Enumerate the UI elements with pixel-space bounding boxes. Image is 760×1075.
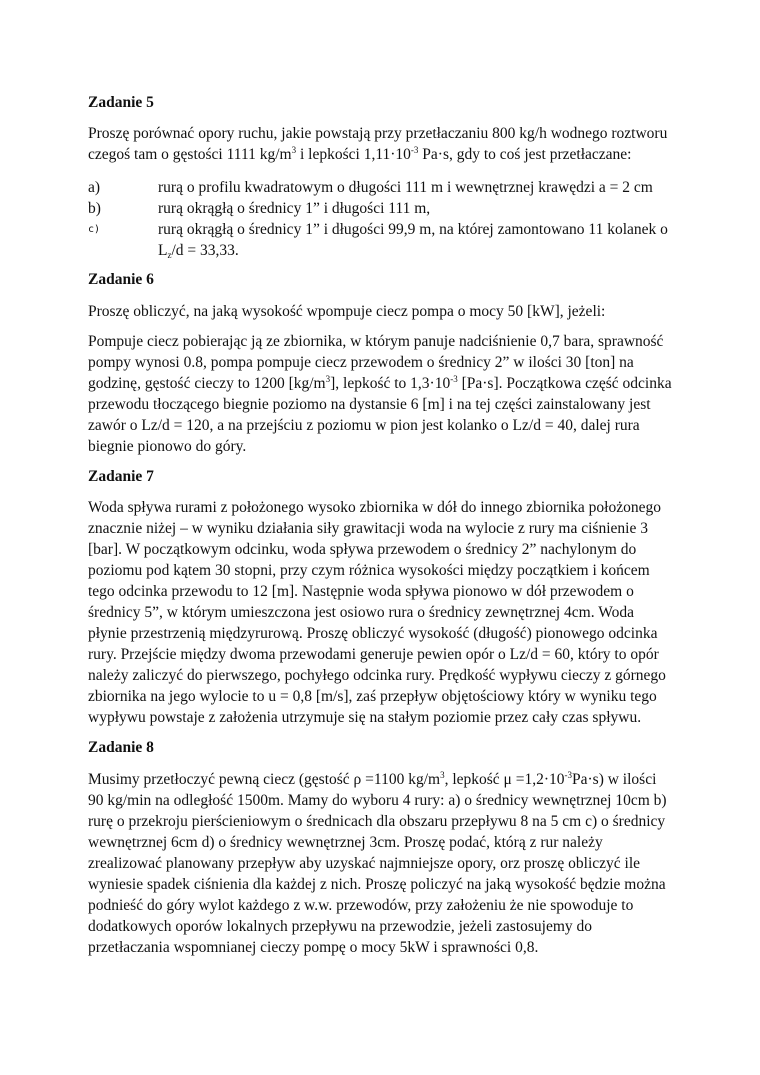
text-run: /d = 33,33. — [171, 242, 239, 259]
text-run: Pompuje ciecz pobierając ją ze zbiornika, w którym panuje nadciśnienie 0,7 bara, sprawność pompy wynosi 0.8, pompa pompuje ciecz przewodem o średnicy 2” w ilości 30 [ton] na godzinę, gęstość cieczy to 1200 [kg/m — [88, 333, 664, 392]
text-run: Proszę porównać opory ruchu, jakie powstają przy przetłaczaniu 800 kg/h wodnego roztworu czegoś tam o gęstości 1111 kg/m — [88, 125, 668, 163]
task-6-paragraph-1: Proszę obliczyć, na jaką wysokość wpompuje ciecz pompa o mocy 50 [kW], jeżeli: — [88, 303, 606, 320]
list-item-text — [158, 219, 673, 261]
text-run: Pa·s) w ilości 90 kg/min na odległość 1500m. Mamy do wyboru 4 rury: a) o średnicy wewnętrznej 10cm b) rurę o przekroju pierścieniowym o średnicach dla obszaru przepływu 8 na 5 cm c) o średnicy wewnętrznej 6cm d) o średnicy wewnętrznej 3cm. Proszę podać, którą z rur należy zrealizować planowany przepływ aby uzyskać najmniejsze opory, orz proszę obliczyć ile wyniesie spadek ciśnienia dla każdej z nich. Proszę policzyć na jaką wysokość będzie można podnieść do góry wylot każdego z w.w. przewodów, przy założeniu że nie spowoduje to dodatkowych oporów lokalnych przepływu na przewodzie, jeżeli zastosujemy do przetłaczania wspomnianej cieczy pompę o mocy 5kW i sprawności 0,8. — [88, 771, 667, 956]
task-7-paragraph: Woda spływa rurami z położonego wysoko zbiornika w dół do innego zbiornika położonego znacznie niżej – w wyniku działania siły grawitacji woda na wylocie z rury ma ciśnienie 3 [bar]. W początkowym odcinku, woda spływa przewodem o średnicy 2” nachylonym do poziomu pod kątem 30 stopni, przy czym różnica wysokości między początkiem i końcem tego odcinka przewodu to 12 [m]. Następnie woda spływa pionowo w dół przewodem o średnicy 5”, w którym umieszczona jest osiowo rura o średnicy zewnętrznej 4cm. Woda płynie przestrzenią międzyrurową. Proszę obliczyć wysokość (długość) pionowego odcinka rury. Przejście między dwoma przewodami generuje pewien opór o Lz/d = 60, który to opór należy zaliczyć do pierwszego, pochyłego odcinka rury. Prędkość wypływu cieczy z górnego zbiornika na jego wylocie to u = 0,8 [m/s], zaś przepływ objętościowy który w wyniku tego wypływu powstaje z założenia utrzymuje się na stałym poziomie przez cały czas spływu. — [88, 499, 666, 726]
text-run: rurą okrągłą o średnicy 1” i długości 99,9 m, na której zamontowano 11 kolanek o L — [158, 221, 668, 259]
list-marker: a) — [88, 179, 101, 196]
text-run: , lepkość μ =1,2·10 — [444, 771, 565, 788]
document-page — [88, 80, 673, 958]
superscript: 3 — [325, 374, 331, 384]
task-6-paragraph-2 — [88, 331, 673, 457]
text-run: [Pa·s]. Początkowa część odcinka przewodu tłoczącego biegnie poziomo na dystansie 6 [m] i na tej części zainstalowany jest zawór o Lz/d = 120, a na przejściu z poziomu w pion jest kolanko o Lz/d = 40, dalej rura biegnie pionowo do góry. — [88, 375, 672, 455]
task-8-paragraph — [88, 769, 673, 958]
task-7-heading: Zadanie 7 — [88, 468, 154, 485]
task-8-heading: Zadanie 8 — [88, 739, 154, 756]
list-item-text: rurą o profilu kwadratowym o długości 111 m i wewnętrznej krawędzi a = 2 cm — [158, 179, 653, 196]
list-item-text: rurą okrągłą o średnicy 1” i długości 111 m, — [158, 200, 431, 217]
list-marker: b) — [88, 200, 101, 217]
superscript: -3 — [410, 145, 419, 155]
subscript: z — [167, 250, 172, 260]
task-6-heading: Zadanie 6 — [88, 271, 154, 288]
list-item — [88, 219, 673, 261]
text-run: i lepkości 1,11·10 — [296, 146, 411, 163]
list-item — [88, 177, 673, 198]
superscript: -3 — [564, 770, 572, 780]
text-run: ], lepkość to 1,3·10 — [330, 375, 451, 392]
task-5-heading: Zadanie 5 — [88, 94, 154, 111]
list-item — [88, 198, 673, 219]
task-5-paragraph — [88, 123, 673, 165]
text-run: Musimy przetłoczyć pewną ciecz (gęstość ρ =1100 kg/m — [88, 771, 441, 788]
text-run: Pa·s, gdy to coś jest przetłaczane: — [418, 146, 632, 163]
superscript: 3 — [440, 770, 445, 780]
superscript: 3 — [291, 145, 297, 155]
task-5-list — [88, 177, 673, 261]
superscript: -3 — [450, 374, 458, 384]
list-marker: c) — [88, 224, 101, 235]
